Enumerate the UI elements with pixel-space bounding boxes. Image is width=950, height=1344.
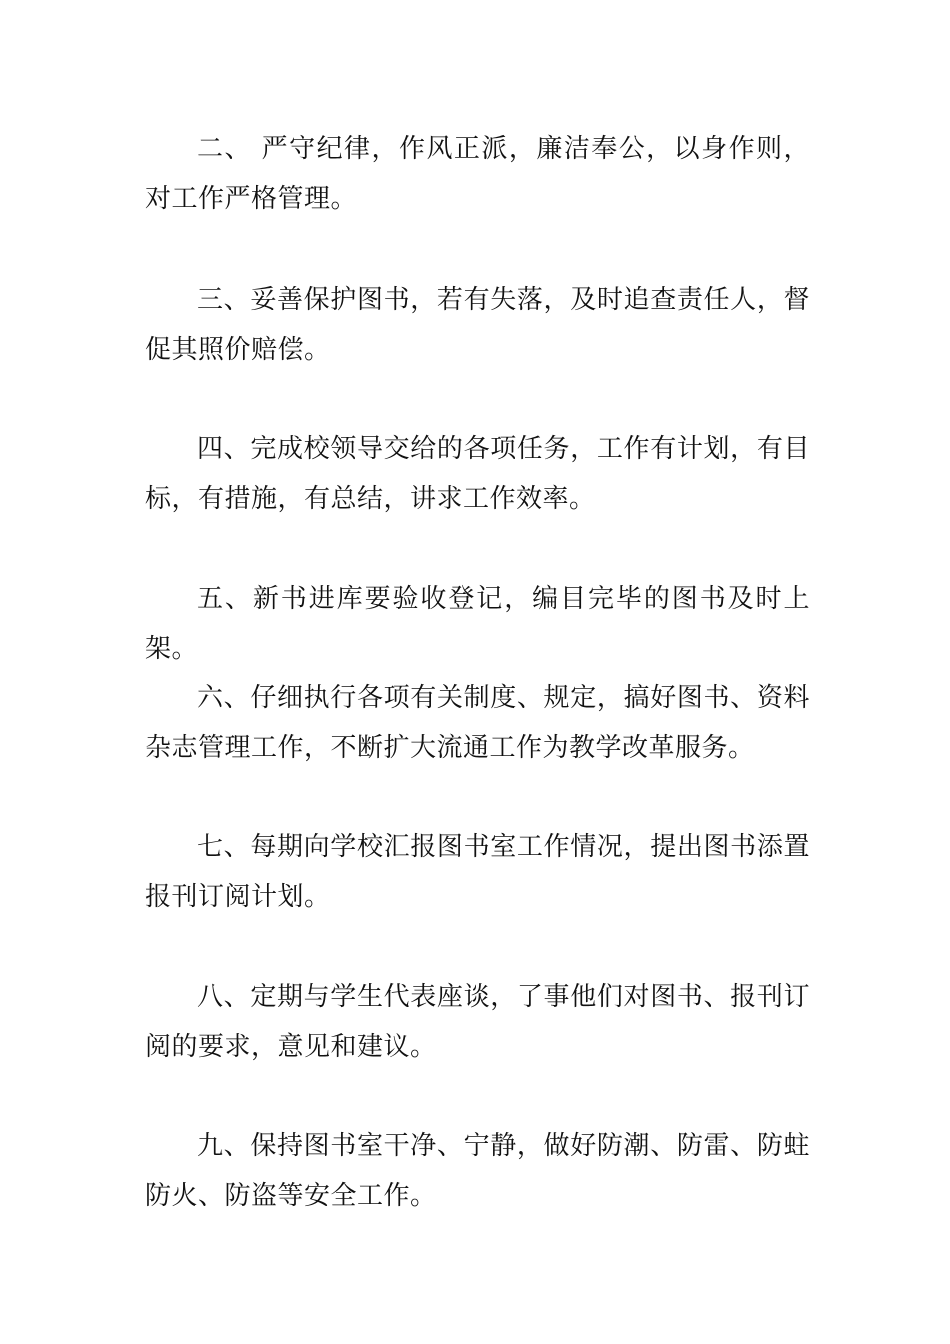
paragraph-item-6: 六、仔细执行各项有关制度、规定，搞好图书、资料杂志管理工作，不断扩大流通工作为教学改革服务。 [145,683,810,763]
paragraph-item-3: 三、妥善保护图书，若有失落，及时追查责任人，督促其照价赔偿。 [145,285,810,365]
paragraph-item-2: 二、 严守纪律，作风正派，廉洁奉公，以身作则，对工作严格管理。 [145,134,810,214]
paragraph-item-9: 九、保持图书室干净、宁静，做好防潮、防雷、防蛀防火、防盗等安全工作。 [145,1131,810,1211]
paragraph-item-4: 四、完成校领导交给的各项任务，工作有计划，有目标，有措施，有总结，讲求工作效率。 [145,434,810,514]
paragraph-item-5: 五、新书进库要验收登记，编目完毕的图书及时上架。 [145,584,810,664]
paragraph-item-8: 八、定期与学生代表座谈，了事他们对图书、报刊订阅的要求，意见和建议。 [145,982,810,1062]
paragraph-item-7: 七、每期向学校汇报图书室工作情况，提出图书添置报刊订阅计划。 [145,832,810,912]
